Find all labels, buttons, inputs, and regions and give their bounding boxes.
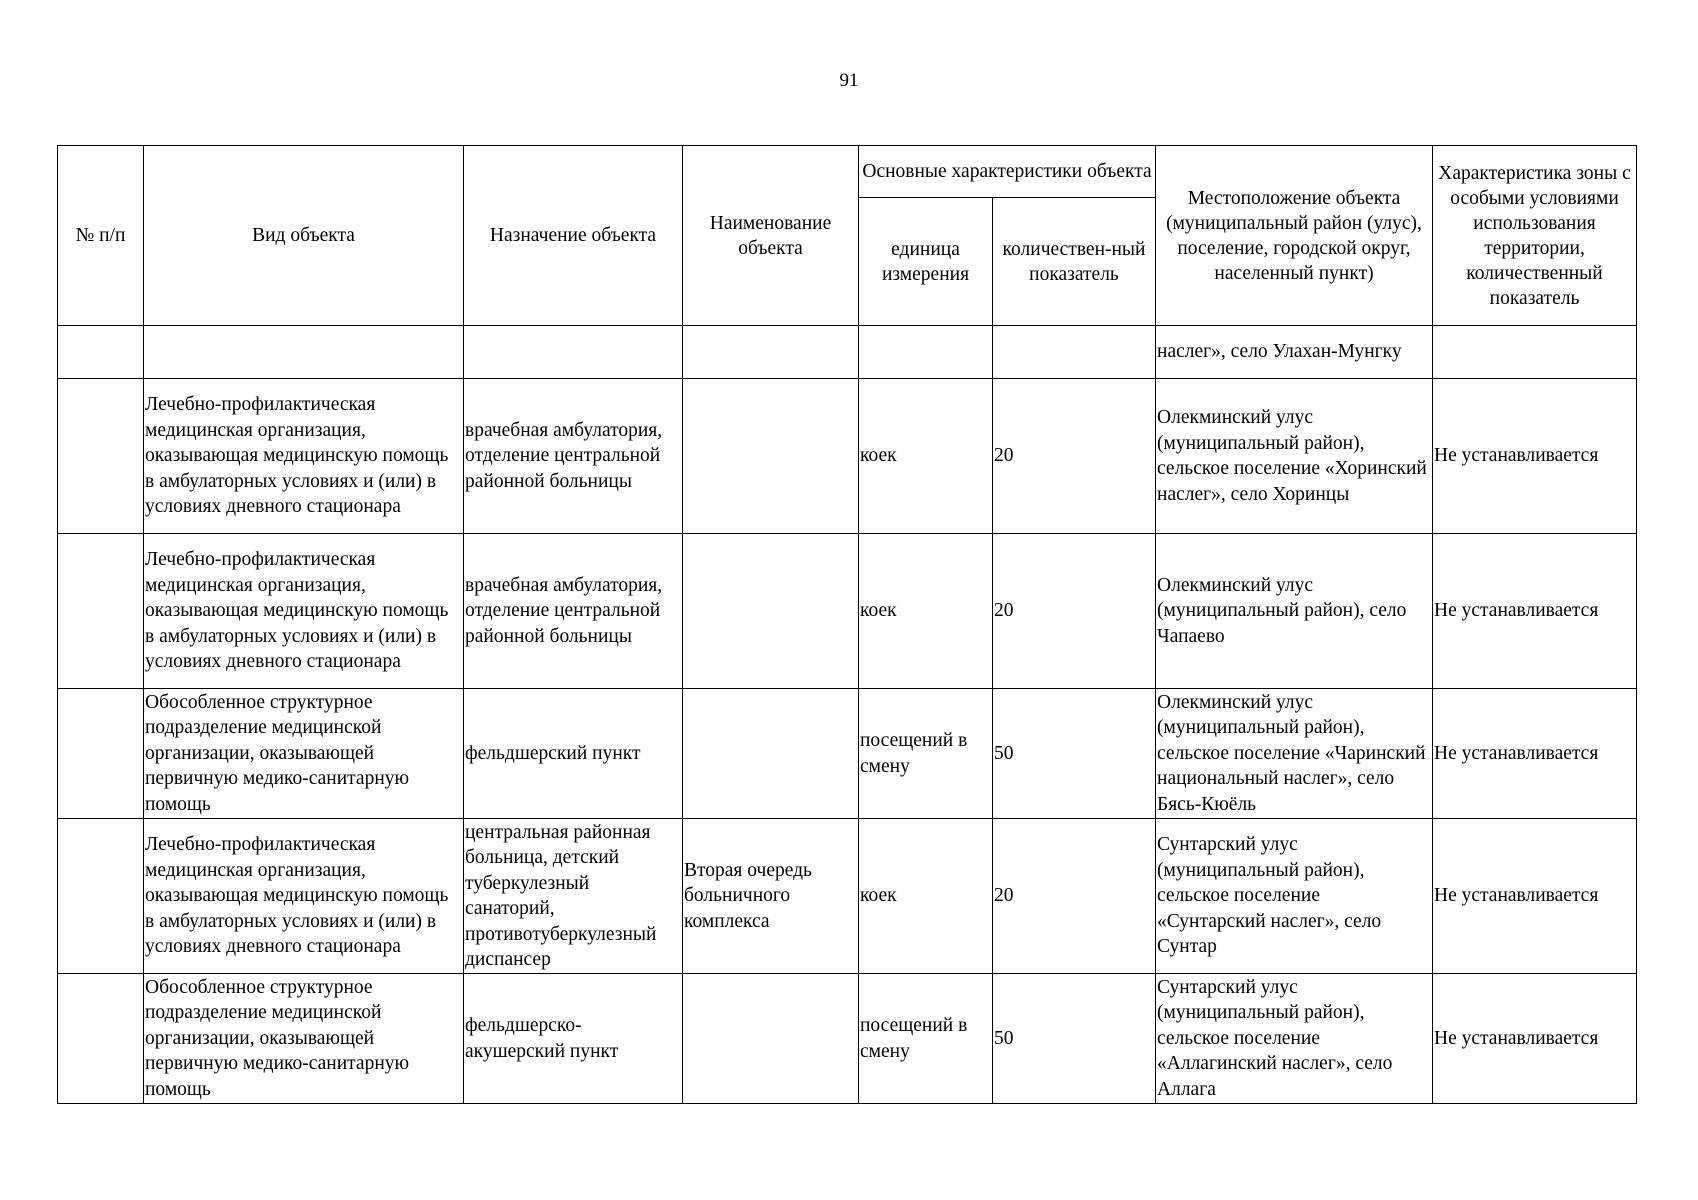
cell-location: Олекминский улус (муниципальный район), сельское поселение «Чаринский национальный наслег», село Бясь-Кюёль — [1156, 689, 1433, 819]
header-row-top — [58, 146, 1637, 198]
cell-num — [58, 379, 144, 534]
cell-zone: Не устанавливается — [1433, 534, 1637, 689]
cell-kind: Лечебно-профилактическая медицинская организация, оказывающая медицинскую помощь в амбулаторных условиях и (или) в условиях дневного стационара — [144, 534, 464, 689]
cell-quantity: 50 — [993, 689, 1156, 819]
cell-kind — [144, 326, 464, 379]
cell-location: Олекминский улус (муниципальный район), сельское поселение «Хоринский наслег», село Хоринцы — [1156, 379, 1433, 534]
cell-name — [683, 534, 859, 689]
cell-quantity: 20 — [993, 819, 1156, 974]
cell-name — [683, 689, 859, 819]
cell-purpose: центральная районная больница, детский туберкулезный санаторий, противотуберкулезный диспансер — [464, 819, 683, 974]
cell-location: Сунтарский улус (муниципальный район), сельское поселение «Аллагинский наслег», село Аллага — [1156, 974, 1433, 1104]
header-unit: единица измерения — [859, 198, 993, 326]
cell-quantity: 20 — [993, 534, 1156, 689]
cell-unit: коек — [859, 534, 993, 689]
header-quantity: количествен-ный показатель — [993, 198, 1156, 326]
cell-purpose: фельдшерско-акушерский пункт — [464, 974, 683, 1104]
cell-purpose — [464, 326, 683, 379]
cell-unit: посещений в смену — [859, 974, 993, 1104]
cell-num — [58, 819, 144, 974]
cell-num — [58, 974, 144, 1104]
cell-purpose: врачебная амбулатория, отделение центральной районной больницы — [464, 379, 683, 534]
header-num: № п/п — [58, 146, 144, 326]
cell-location: Сунтарский улус (муниципальный район), сельское поселение «Сунтарский наслег», село Сунтар — [1156, 819, 1433, 974]
cell-quantity — [993, 326, 1156, 379]
cell-location: наслег», село Улахан-Мунгку — [1156, 326, 1433, 379]
table-row — [58, 379, 1637, 534]
cell-zone: Не устанавливается — [1433, 379, 1637, 534]
cell-unit — [859, 326, 993, 379]
cell-kind: Обособленное структурное подразделение медицинской организации, оказывающей первичную медико-санитарную помощь — [144, 974, 464, 1104]
header-name: Наименование объекта — [683, 146, 859, 326]
cell-quantity: 50 — [993, 974, 1156, 1104]
cell-name — [683, 379, 859, 534]
cell-purpose: фельдшерский пункт — [464, 689, 683, 819]
cell-purpose: врачебная амбулатория, отделение центральной районной больницы — [464, 534, 683, 689]
cell-zone: Не устанавливается — [1433, 819, 1637, 974]
cell-name — [683, 326, 859, 379]
header-main-characteristics: Основные характеристики объекта — [859, 146, 1156, 198]
cell-unit: коек — [859, 379, 993, 534]
cell-name — [683, 974, 859, 1104]
header-purpose: Назначение объекта — [464, 146, 683, 326]
cell-unit: коек — [859, 819, 993, 974]
cell-zone — [1433, 326, 1637, 379]
table-row — [58, 974, 1637, 1104]
table-row — [58, 819, 1637, 974]
header-location: Местоположение объекта (муниципальный район (улус), поселение, городской округ, населенный пункт) — [1156, 146, 1433, 326]
table-row — [58, 689, 1637, 819]
cell-zone: Не устанавливается — [1433, 974, 1637, 1104]
cell-num — [58, 326, 144, 379]
table-row — [58, 534, 1637, 689]
cell-name: Вторая очередь больничного комплекса — [683, 819, 859, 974]
cell-num — [58, 534, 144, 689]
cell-location: Олекминский улус (муниципальный район), село Чапаево — [1156, 534, 1433, 689]
cell-num — [58, 689, 144, 819]
header-zone: Характеристика зоны с особыми условиями использования территории, количественный показатель — [1433, 146, 1637, 326]
cell-quantity: 20 — [993, 379, 1156, 534]
cell-kind: Лечебно-профилактическая медицинская организация, оказывающая медицинскую помощь в амбулаторных условиях и (или) в условиях дневного стационара — [144, 379, 464, 534]
cell-zone: Не устанавливается — [1433, 689, 1637, 819]
cell-kind: Обособленное структурное подразделение медицинской организации, оказывающей первичную медико-санитарную помощь — [144, 689, 464, 819]
objects-table — [57, 145, 1637, 1104]
table-row — [58, 326, 1637, 379]
cell-unit: посещений в смену — [859, 689, 993, 819]
page-number: 91 — [839, 70, 859, 91]
header-kind: Вид объекта — [144, 146, 464, 326]
cell-kind: Лечебно-профилактическая медицинская организация, оказывающая медицинскую помощь в амбулаторных условиях и (или) в условиях дневного стационара — [144, 819, 464, 974]
